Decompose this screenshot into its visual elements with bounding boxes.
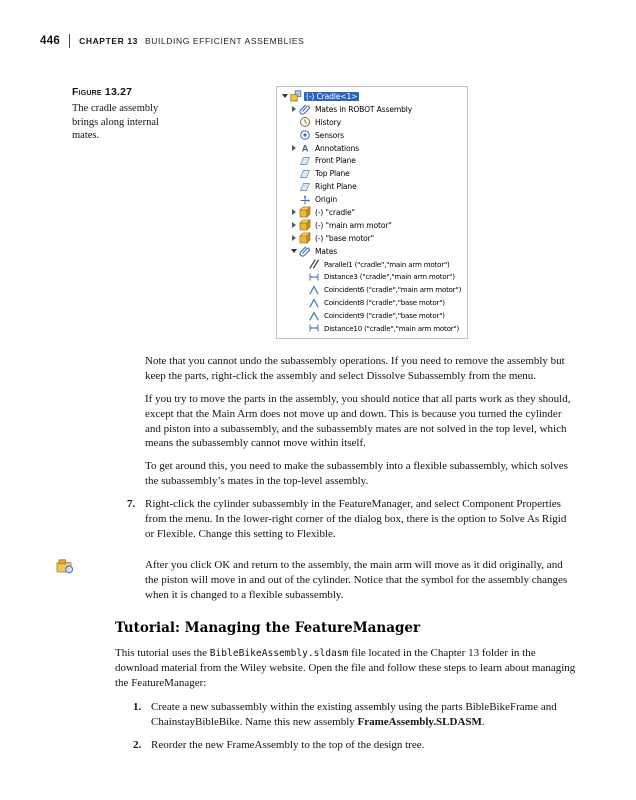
- tree-item-label: Coincident6 ("cradle","main arm motor"): [324, 285, 462, 295]
- filename-code: BibleBikeAssembly.sldasm: [209, 647, 349, 659]
- svg-text:A: A: [301, 143, 308, 154]
- tree-item-label: (-) Cradle<1>: [306, 91, 358, 101]
- step-2-number: 2.: [133, 739, 142, 752]
- tree-item-label: Front Plane: [315, 156, 356, 166]
- page-number: 446: [40, 35, 61, 47]
- tree-item-label: Parallel1 ("cradle","main arm motor"): [324, 259, 450, 269]
- coincident-mate-icon: [307, 310, 320, 322]
- part-icon: [298, 219, 311, 231]
- tutorial-section: [115, 621, 578, 753]
- paragraph-after-ok: After you click OK and return to the assembly, the main arm will move as it did originally, and the piston will move in and out of the cylinder. Notice that the symbol for the assembly changes when it is changed to a flexible subassembly.: [145, 558, 568, 601]
- tree-item-label: Top Plane: [315, 169, 350, 179]
- coincident-mate-icon: [307, 284, 320, 296]
- step-1-text: [151, 700, 578, 730]
- tree-item-annotations: [278, 142, 466, 155]
- tree-item-label: Annotations: [315, 143, 359, 153]
- distance-mate-icon: [307, 271, 320, 283]
- paragraph-note: Note that you cannot undo the subassembly operations. If you need to remove the assembly but keep the parts, right-click the assembly and select Dissolve Subassembly from the menu.: [145, 354, 565, 382]
- expand-down-icon: [290, 249, 298, 253]
- tree-item-label: (-) "base motor": [315, 233, 374, 243]
- assembly-icon: [289, 90, 302, 102]
- paragraph-with-margin-icon: [145, 558, 578, 603]
- tree-item-coincident6: [278, 283, 466, 296]
- plane-icon: [298, 181, 311, 193]
- figure-label: Figure 13.27: [72, 86, 133, 98]
- expand-right-icon: [290, 145, 298, 151]
- part-icon: [298, 232, 311, 244]
- tree-item-origin: [278, 193, 466, 206]
- tree-item-label: Distance10 ("cradle","main arm motor"): [324, 323, 460, 333]
- section-heading: Tutorial: Managing the FeatureManager: [115, 619, 421, 636]
- figure-13-27: [72, 86, 636, 339]
- sensors-icon: [298, 129, 311, 141]
- tree-item-front-plane: [278, 154, 466, 167]
- featuremanager-tree-screenshot: [276, 86, 468, 339]
- history-icon: [298, 116, 311, 128]
- tree-item-label: Mates in ROBOT Assembly: [315, 104, 413, 114]
- figure-caption: The cradle assembly brings along internal mates.: [72, 103, 159, 141]
- tree-item-mates-in-robot-assembly: [278, 103, 466, 116]
- step-2-text: Reorder the new FrameAssembly to the top of the design tree.: [151, 739, 425, 752]
- expand-right-icon: [290, 235, 298, 241]
- coincident-mate-icon: [307, 297, 320, 309]
- margin-note-icon: [56, 558, 75, 574]
- annotations-icon: [298, 142, 311, 154]
- chapter-title: BUILDING EFFICIENT ASSEMBLIES: [145, 36, 305, 46]
- tree-item-label: Sensors: [315, 130, 344, 140]
- tree-item-label: Coincident9 ("cradle","base motor"): [324, 311, 445, 321]
- tree-item-base-motor: [278, 232, 466, 245]
- tree-item-coincident8: [278, 296, 466, 309]
- plane-icon: [298, 168, 311, 180]
- tree-item-label: Distance3 ("cradle","main arm motor"): [324, 272, 455, 282]
- tree-item-main-arm-motor: [278, 219, 466, 232]
- mates-group-icon: [298, 245, 311, 257]
- expand-right-icon: [290, 106, 298, 112]
- tree-item-parallel1: [278, 258, 466, 271]
- paragraph-move-parts: If you try to move the parts in the assembly, you should notice that all parts work as they should, except that the Main Arm does not move up and down. This is because you turned the cylinder and piston into a subassembly, and the subassembly mates are not solved in the top level, which means the subassembly cannot move within itself.: [145, 392, 571, 450]
- tutorial-step-1: [133, 700, 578, 730]
- assembly-name-bold: FrameAssembly.SLDASM: [357, 716, 482, 729]
- step-1-number: 1.: [133, 701, 142, 714]
- plane-icon: [298, 155, 311, 167]
- step-1-text-segment: .: [481, 716, 485, 729]
- tutorial-intro-text: file located in the Chapter 13 folder in the download material from the Wiley website. Open the file and follow these steps to learn about managing the FeatureManager:: [115, 646, 576, 690]
- tree-item-mates: [278, 245, 466, 258]
- tree-item-label: Origin: [315, 195, 338, 205]
- expand-down-icon: [281, 94, 289, 98]
- tree-item-distance10: [278, 322, 466, 335]
- parallel-mate-icon: [307, 258, 320, 270]
- tree-item-label: (-) "cradle": [315, 207, 355, 217]
- expand-right-icon: [290, 209, 298, 215]
- tree-item-label: History: [315, 117, 341, 127]
- tree-item-right-plane: [278, 180, 466, 193]
- tree-item-distance3: [278, 270, 466, 283]
- tree-item-label: Coincident8 ("cradle","base motor"): [324, 298, 445, 308]
- distance-mate-icon: [307, 322, 320, 334]
- step-7-number: 7.: [127, 498, 136, 511]
- step-1-text-segment: Create a new subassembly within the existing assembly using the parts BibleBikeFrame and ChainstayBibleBike. Name this new assembly: [151, 701, 557, 729]
- chapter-label: CHAPTER 13: [79, 36, 138, 46]
- mates-group-icon: [298, 103, 311, 115]
- tree-item-label: (-) "main arm motor": [315, 220, 392, 230]
- step-7: [127, 497, 578, 550]
- origin-icon: [298, 194, 311, 206]
- tree-item-coincident9: [278, 309, 466, 322]
- page-header: [40, 34, 636, 48]
- expand-right-icon: [290, 222, 298, 228]
- figure-caption-column: [72, 86, 276, 339]
- tree-item-top-plane: [278, 167, 466, 180]
- tree-item-cradle-part: [278, 206, 466, 219]
- body-text-column: [127, 354, 578, 603]
- tutorial-intro: [115, 646, 578, 692]
- paragraph-flexible: To get around this, you need to make the subassembly into a flexible subassembly, which solves the subassembly’s mates in the top-level assembly.: [145, 460, 568, 488]
- tree-item-label: Right Plane: [315, 182, 357, 192]
- header-divider: [69, 34, 70, 48]
- tree-item-history: [278, 116, 466, 129]
- step-7-text: Right-click the cylinder subassembly in the FeatureManager, and select Component Properties from the menu. In the lower-right corner of the dialog box, there is the option to Solve As Rigid or Flexible. Change this setting to Flexible.: [145, 498, 567, 540]
- tree-item-label: Mates: [315, 246, 338, 256]
- tree-item-sensors: [278, 129, 466, 142]
- tutorial-intro-text: This tutorial uses the: [115, 646, 210, 659]
- part-icon: [298, 206, 311, 218]
- tutorial-step-2: [133, 738, 578, 753]
- tree-item-cradle-root: [278, 90, 466, 103]
